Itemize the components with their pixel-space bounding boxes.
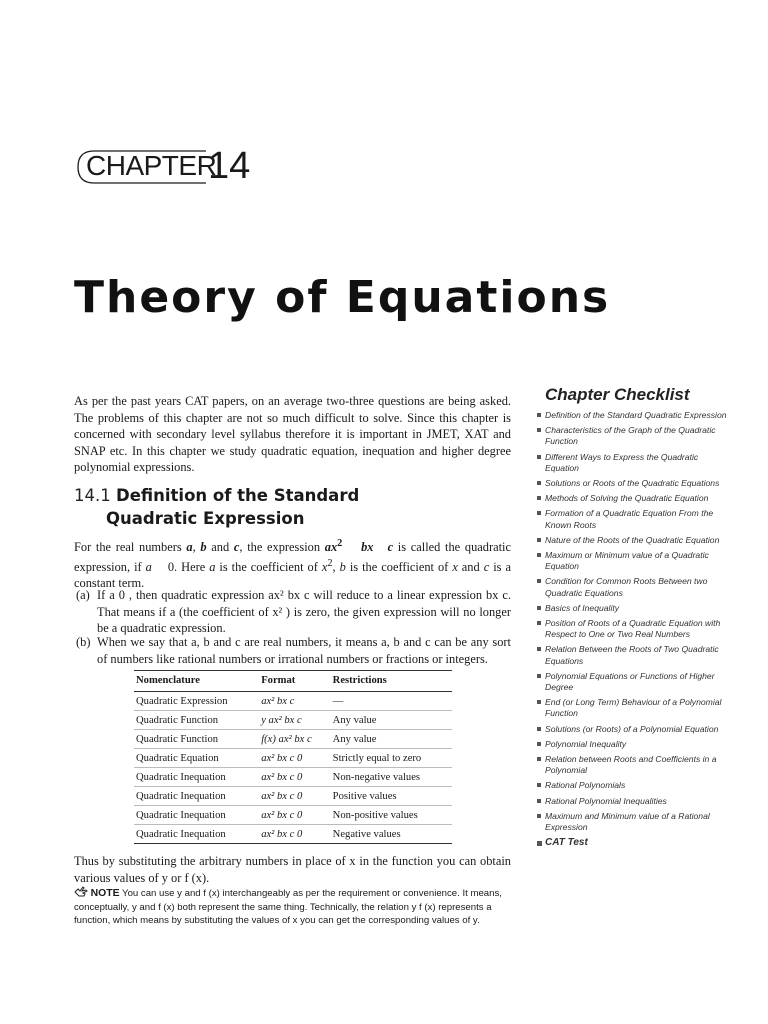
table-row [134, 692, 452, 711]
def-text: is the coefficient of [345, 559, 449, 574]
conclusion-paragraph: Thus by substituting the arbitrary numbers in place of x in the function you can obtain various values of y or f (x). [74, 854, 511, 885]
section-title-line1: Definition of the Standard [116, 486, 360, 505]
checklist-item: Position of Roots of a Quadratic Equation with Respect to One or Two Real Numbers [537, 618, 727, 640]
table-cell: Quadratic Inequation [134, 787, 259, 806]
checklist-item: Maximum or Minimum value of a Quadratic Equation [537, 550, 727, 572]
def-text: is a constant term. [74, 559, 511, 591]
def-var-x: x [321, 559, 328, 574]
def-expr: c [387, 540, 394, 555]
checklist-item: Polynomial Inequality [537, 739, 727, 750]
def-text: 0. Here [167, 559, 206, 574]
checklist-item: Characteristics of the Graph of the Quadratic Function [537, 425, 727, 447]
checklist-item: Methods of Solving the Quadratic Equation [537, 493, 727, 504]
table-cell: Quadratic Function [134, 730, 259, 749]
item-text: If a 0 , then quadratic expression ax² bx c will reduce to a linear expression bx c. That means if a (the coefficient of x² ) is zero, the given expression will no longer be a quadratic expression. [97, 588, 511, 636]
def-var-b: b [339, 559, 346, 574]
section-number: 14.1 [74, 486, 111, 505]
chapter-badge [74, 146, 254, 190]
table-cell: Any value [331, 711, 452, 730]
table-row [134, 730, 452, 749]
table-row [134, 825, 452, 844]
table-cell: Any value [331, 730, 452, 749]
chapter-number: 14 [208, 145, 251, 187]
chapter-title: Theory of Equations [74, 272, 611, 323]
def-text: is the coefficient of [215, 559, 318, 574]
table-cell: Quadratic Inequation [134, 825, 259, 844]
table-row [134, 711, 452, 730]
section-heading [74, 484, 359, 530]
table-cell: ax² bx c 0 [259, 806, 330, 825]
checklist-item: Basics of Inequality [537, 603, 727, 614]
def-text: and [206, 540, 234, 555]
intro-paragraph: As per the past years CAT papers, on an average two-three questions are being asked. The problems of this chapter are not so much difficult to solve. Since this chapter is concerned with secondary level syllabus therefore it is important in JMET, XAT and SNAP etc. In this chapter we study quadratic equation, inequation and higher degree polynomial expressions. [74, 394, 511, 475]
table-cell: — [331, 692, 452, 711]
table-cell: Negative values [331, 825, 452, 844]
checklist-item: Solutions (or Roots) of a Polynomial Equation [537, 724, 727, 735]
table-cell: Quadratic Equation [134, 749, 259, 768]
table-row [134, 768, 452, 787]
checklist [537, 410, 727, 853]
table-cell: ax² bx c 0 [259, 787, 330, 806]
table-cell: f(x) ax² bx c [259, 730, 330, 749]
def-text: For the real numbers [74, 540, 182, 555]
table-row [134, 787, 452, 806]
checklist-item: End (or Long Term) Behaviour of a Polynomial Function [537, 697, 727, 719]
note-label: NOTE [90, 888, 120, 899]
table-cell: ax² bx c 0 [259, 825, 330, 844]
checklist-item: Solutions or Roots of the Quadratic Equations [537, 478, 727, 489]
table-cell: Non-positive values [331, 806, 452, 825]
table-cell: Quadratic Inequation [134, 806, 259, 825]
table-header: Nomenclature [134, 671, 259, 692]
def-exponent: 2 [337, 538, 343, 549]
list-item [74, 634, 511, 667]
table-cell: Strictly equal to zero [331, 749, 452, 768]
def-var-a: a [145, 559, 152, 574]
checklist-item: Definition of the Standard Quadratic Expression [537, 410, 727, 421]
section-title-line2: Quadratic Expression [106, 509, 305, 528]
definition-paragraph [74, 536, 511, 592]
def-text: , [332, 559, 336, 574]
note-box [74, 886, 511, 928]
table-header: Restrictions [331, 671, 452, 692]
def-var-x: x [452, 559, 458, 574]
def-var-c: c [233, 540, 240, 555]
item-text: When we say that a, b and c are real numbers, it means a, b and c can be any sort of numbers like rational numbers or irrational numbers or fractions or integers. [97, 635, 511, 666]
checklist-item-cat-test: CAT Test [537, 837, 727, 848]
item-label: (b) [76, 635, 91, 649]
table-cell: Quadratic Inequation [134, 768, 259, 787]
checklist-item: Polynomial Equations or Functions of Higher Degree [537, 671, 727, 693]
checklist-item: Maximum and Minimum value of a Rational Expression [537, 811, 727, 833]
table-cell: ax² bx c 0 [259, 768, 330, 787]
table-header: Format [259, 671, 330, 692]
table-row [134, 749, 452, 768]
table-cell: Positive values [331, 787, 452, 806]
quadratic-table [134, 670, 452, 844]
table-cell: Quadratic Function [134, 711, 259, 730]
list-item [74, 587, 511, 637]
chapter-label: CHAPTER [86, 150, 217, 181]
checklist-item: Formation of a Quadratic Equation From the Known Roots [537, 508, 727, 530]
checklist-item: Condition for Common Roots Between two Quadratic Equations [537, 576, 727, 598]
checklist-item: Rational Polynomial Inequalities [537, 796, 727, 807]
table-cell: ax² bx c 0 [259, 749, 330, 768]
table-cell: Non-negative values [331, 768, 452, 787]
item-label: (a) [76, 588, 90, 602]
checklist-item: Relation Between the Roots of Two Quadratic Equations [537, 644, 727, 666]
def-var-a: a [186, 540, 193, 555]
def-var-c: c [483, 559, 490, 574]
hand-icon [74, 886, 88, 897]
checklist-item: Relation between Roots and Coefficients in a Polynomial [537, 754, 727, 776]
def-text: , the expression [239, 540, 321, 555]
def-text: and [457, 559, 480, 574]
table-row [134, 806, 452, 825]
def-exponent: 2 [327, 557, 333, 569]
table-cell: Quadratic Expression [134, 692, 259, 711]
def-expr: bx [361, 540, 374, 555]
def-text: , [192, 540, 196, 555]
def-var-b: b [200, 540, 207, 555]
checklist-title: Chapter Checklist [545, 385, 690, 404]
def-var-a: a [209, 559, 216, 574]
note-text: You can use y and f (x) interchangeably as per the requirement or convenience. It means, conceptually, y and f (x) both represent the same thing. Technically, the relation y f (x) represents a function, which means by substituting the values of x you can get the corresponding values of y. [74, 888, 502, 927]
def-text: is called the quadratic expression, if [74, 540, 511, 574]
checklist-item: Rational Polynomials [537, 780, 727, 791]
def-expr: ax [324, 540, 338, 555]
checklist-item: Nature of the Roots of the Quadratic Equation [537, 535, 727, 546]
checklist-item: Different Ways to Express the Quadratic Equation [537, 452, 727, 474]
table-cell: y ax² bx c [259, 711, 330, 730]
table-cell: ax² bx c [259, 692, 330, 711]
table-header-row [134, 671, 452, 692]
